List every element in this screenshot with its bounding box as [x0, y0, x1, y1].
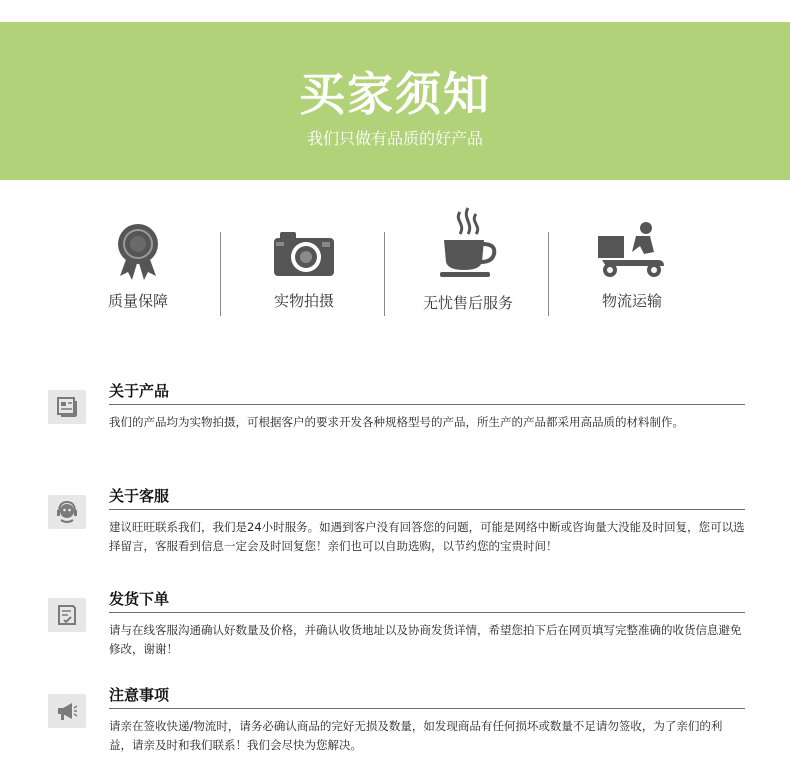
section-icon-box [48, 390, 86, 424]
section-text: 请与在线客服沟通确认好数量及价格，并确认收货地址以及协商发货详情，希望您拍下后在网页填写完整准确的收货信息避免修改，谢谢！ [109, 623, 742, 656]
section-divider [109, 612, 745, 613]
delivery-scooter-icon [596, 222, 668, 284]
header-banner [0, 22, 790, 180]
feature-quality [56, 222, 220, 318]
section-title: 发货下单 [109, 590, 170, 608]
feature-real-photo [222, 222, 386, 318]
section-divider [109, 708, 745, 709]
section-divider [109, 404, 745, 405]
feature-label: 无忧售后服务 [422, 294, 513, 312]
feature-logistics [550, 222, 714, 318]
divider [220, 232, 221, 316]
section-icon-box [48, 694, 86, 728]
section-icon-box [48, 495, 86, 529]
section-title: 关于客服 [109, 487, 170, 505]
divider [548, 232, 549, 316]
section-text: 请亲在签收快递/物流时，请务必确认商品的完好无损及数量，如发现商品有任何损坏或数量不足请勿签收，为了亲们的利益，请亲及时和我们联系！我们会尽快为您解决。 [109, 719, 723, 752]
feature-label: 质量保障 [107, 292, 168, 310]
feature-row [56, 222, 726, 318]
section-icon-box [48, 598, 86, 632]
section-divider [109, 509, 745, 510]
coffee-cup-icon [436, 206, 500, 286]
feature-label: 实物拍摄 [273, 292, 334, 310]
camera-icon [272, 228, 336, 282]
divider [384, 232, 385, 316]
section-title: 关于产品 [109, 382, 170, 400]
page-title: 买家须知 [299, 67, 491, 121]
section-text: 建议旺旺联系我们，我们是24小时服务。如遇到客户没有回答您的问题，可能是网络中断或咨询量大没能及时回复，您可以选择留言，客服看到信息一定会及时回复您！亲们也可以自助选购，以节约您的宝贵时间！ [109, 520, 745, 553]
section-title: 注意事项 [109, 686, 170, 704]
feature-label: 物流运输 [601, 292, 662, 310]
section-text: 我们的产品均为实物拍摄，可根据客户的要求开发各种规格型号的产品，所生产的产品都采用高品质的材料制作。 [109, 415, 684, 429]
page-subtitle: 我们只做有品质的好产品 [306, 129, 483, 148]
award-medal-icon [114, 222, 162, 286]
feature-after-sales [386, 222, 550, 318]
